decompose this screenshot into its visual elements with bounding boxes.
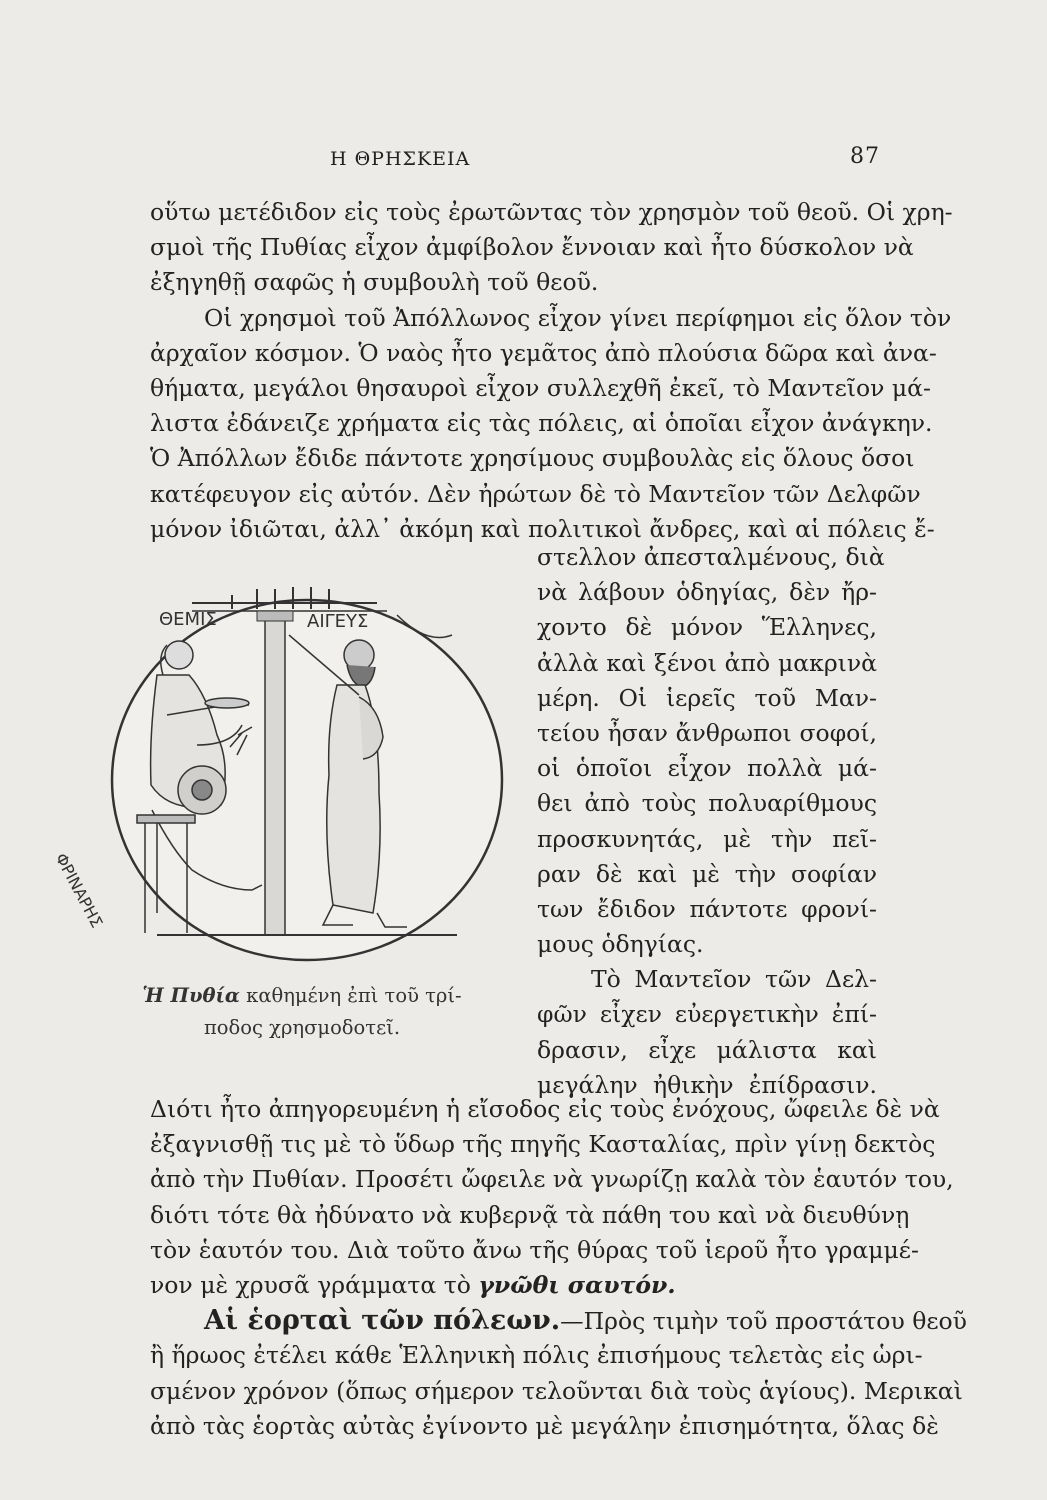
text-line: ἢ ἥρωος ἐτέλει κάθε Ἑλληνικὴ πόλις ἐπισήμους τελετὰς εἰς ὡρι-: [150, 1341, 923, 1370]
text-line: μέρη. Οἱ ἱερεῖς τοῦ Μαν-: [537, 683, 877, 712]
text-line: Ὁ Ἀπόλλων ἔδιδε πάντοτε χρησίμους συμβουλὰς εἰς ὅλους ὅσοι: [150, 444, 915, 473]
text-line: Διότι ἦτο ἀπηγορευμένη ἡ εἴσοδος εἰς τοὺς ἐνόχους, ὤφειλε δὲ νὰ: [150, 1095, 940, 1123]
text-line: λιστα ἐδάνειζε χρήματα εἰς τὰς πόλεις, αἱ ὁποῖαι εἶχον ἀνάγκην.: [150, 409, 933, 438]
running-header: [330, 140, 890, 174]
text-line: μους ὁδηγίας.: [537, 930, 704, 959]
figure-label-artist: ΦΡΙΝΑΡΗΣ: [51, 849, 107, 931]
right-column-paragraphs: [537, 540, 885, 1103]
text-line: Τὸ Μαντεῖον τῶν Δελ-: [591, 965, 877, 994]
text-line: ἐξαγνισθῇ τις μὲ τὸ ὕδωρ τῆς πηγῆς Κασταλίας, πρὶν γίνῃ δεκτὸς: [150, 1130, 936, 1159]
text-line: των ἔδιδον πάντοτε φρονί-: [537, 894, 877, 923]
pythia-illustration: [51, 575, 517, 965]
text-line: θήματα, μεγάλοι θησαυροὶ εἶχον συλλεχθῆ ἐκεῖ, τὸ Μαντεῖον μά-: [150, 373, 931, 402]
section-heading: Αἱ ἑορταὶ τῶν πόλεων.: [204, 1305, 561, 1337]
text-line: προσκυνητάς, μὲ τὴν πεῖ-: [537, 824, 877, 853]
text-line: ἀλλὰ καὶ ξένοι ἀπὸ μακρινὰ: [537, 648, 877, 677]
vase-painting-image: [51, 575, 517, 965]
text-line: μεγάλην ἠθικὴν ἐπίδρασιν.: [537, 1070, 877, 1099]
section-heading-line: [150, 1303, 967, 1338]
text-line: τὸν ἑαυτόν του. Διὰ τοῦτο ἄνω τῆς θύρας τοῦ ἱεροῦ ἦτο γραμμέ-: [150, 1235, 919, 1264]
text-line: τείου ἦσαν ἄνθρωποι σοφοί,: [537, 718, 877, 747]
running-title: Η ΘΡΗΣΚΕΙΑ: [330, 148, 471, 170]
figure-caption: [82, 980, 522, 1044]
text-line: ἐξηγηθῇ σαφῶς ἡ συμβουλὴ τοῦ θεοῦ.: [150, 268, 599, 297]
text-line: διότι τότε θὰ ἠδύνατο νὰ κυβερνᾷ τὰ πάθη του καὶ νὰ διευθύνῃ: [150, 1200, 910, 1229]
text-line: μόνον ἰδιῶται, ἀλλ᾽ ἀκόμη καὶ πολιτικοὶ ἄνδρες, καὶ αἱ πόλεις ἔ-: [150, 514, 935, 543]
text-line: Οἱ χρησμοὶ τοῦ Ἀπόλλωνος εἶχον γίνει περίφημοι εἰς ὅλον τὸν: [204, 303, 952, 332]
page-number: 87: [850, 144, 880, 169]
figure-label-aigeus: ΑΙΓΕΥΣ: [307, 611, 369, 632]
caption-text-2: ποδος χρησμοδοτεῖ.: [203, 1016, 401, 1039]
caption-text-1: καθημένη ἐπὶ τοῦ τρί-: [246, 984, 462, 1007]
text-line: στελλον ἀπεσταλμένους, διὰ: [537, 543, 885, 571]
motto-gnothi-sauton: γνῶθι σαυτόν.: [478, 1270, 676, 1299]
text-line: δρασιν, εἶχε μάλιστα καὶ: [537, 1035, 877, 1064]
text-line: ἀπὸ τὴν Πυθίαν. Προσέτι ὤφειλε νὰ γνωρίζῃ καλὰ τὸν ἑαυτόν του,: [150, 1165, 954, 1194]
text-line: φῶν εἶχεν εὐεργετικὴν ἐπί-: [537, 1000, 877, 1029]
top-paragraphs: [150, 195, 953, 547]
text-line: χοντο δὲ μόνον Ἕλληνες,: [537, 613, 877, 642]
text-line: ἀρχαῖον κόσμον. Ὁ ναὸς ἦτο γεμᾶτος ἀπὸ πλούσια δῶρα καὶ ἀνα-: [150, 338, 937, 367]
text-line: [150, 1268, 878, 1303]
text-line: σμοὶ τῆς Πυθίας εἶχον ἀμφίβολον ἔννοιαν καὶ ἦτο δύσκολον νὰ: [150, 233, 914, 262]
caption-italic: Ἡ Πυθία: [142, 984, 240, 1007]
text-line: κατέφευγον εἰς αὐτόν. Δὲν ἠρώτων δὲ τὸ Μαντεῖον τῶν Δελφῶν: [150, 479, 921, 508]
text-line: οὕτω μετέδιδον εἰς τοὺς ἐρωτῶντας τὸν χρησμὸν τοῦ θεοῦ. Οἱ χρη-: [150, 198, 953, 226]
text-line: νὰ λάβουν ὁδηγίας, δὲν ἤρ-: [537, 578, 877, 607]
bottom-paragraphs: [150, 1092, 967, 1444]
text-line: οἱ ὁποῖοι εἶχον πολλὰ μά-: [537, 754, 877, 783]
figure-label-themis: ΘΕΜΙΣ: [159, 609, 217, 630]
text-line: σμένον χρόνον (ὅπως σήμερον τελοῦνται διὰ τοὺς ἁγίους). Μερικαὶ: [150, 1376, 963, 1405]
section-first-line-rest: —Πρὸς τιμὴν τοῦ προστάτου θεοῦ: [560, 1307, 967, 1336]
text-line-start: νον μὲ χρυσᾶ γράμματα τὸ: [150, 1270, 471, 1299]
text-line: ραν δὲ καὶ μὲ τὴν σοφίαν: [537, 859, 877, 888]
text-line: θει ἀπὸ τοὺς πολυαρίθμους: [537, 789, 877, 818]
text-line: ἀπὸ τὰς ἑορτὰς αὐτὰς ἐγίνοντο μὲ μεγάλην ἐπισημότητα, ὅλας δὲ: [150, 1411, 939, 1440]
